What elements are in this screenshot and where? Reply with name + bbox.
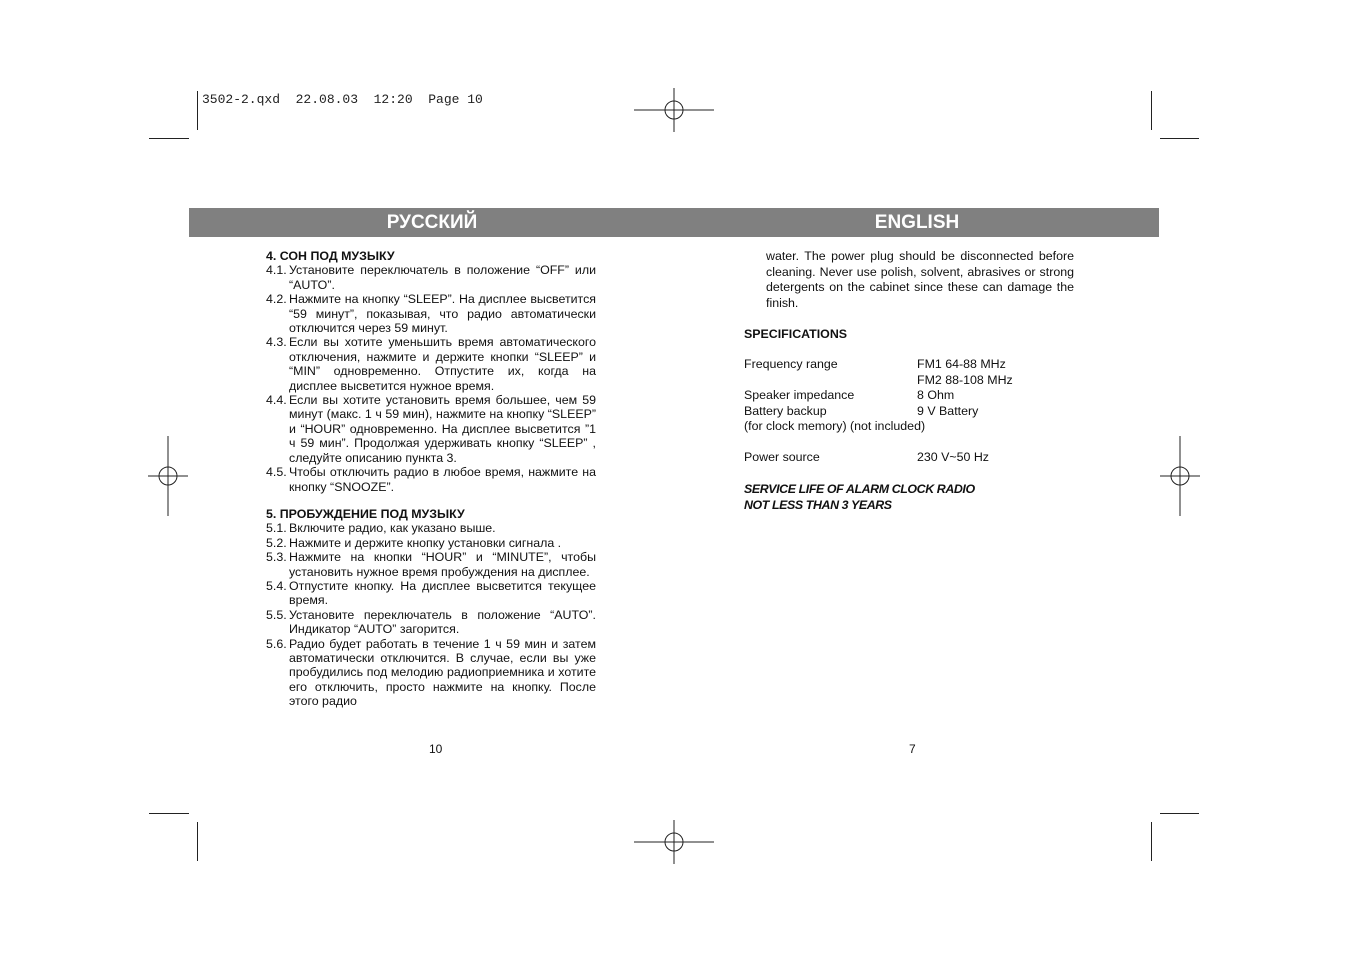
list-item [266, 393, 596, 465]
crop-mark [197, 91, 198, 130]
file-slug: 3502-2.qxd 22.08.03 12:20 Page 10 [202, 92, 483, 107]
header-russian [189, 208, 675, 237]
registration-mark-right [1160, 436, 1200, 516]
crop-mark [197, 822, 198, 861]
item-text: Нажмите на кнопку “SLEEP”. На дисплее высветится “59 минут”, показывая, что радио автоматически отключится через 59 минут. [289, 292, 596, 336]
english-column [744, 249, 1074, 513]
page-number-left: 10 [429, 742, 443, 756]
item-text: Установите переключатель в положение “OFF” или “AUTO”. [289, 263, 596, 292]
item-number: 4.4. [266, 393, 287, 408]
item-number: 4.3. [266, 335, 287, 350]
item-number: 5.4. [266, 578, 287, 593]
page-number-right: 7 [909, 742, 916, 756]
crop-mark [1151, 91, 1152, 130]
registration-mark-bottom [634, 820, 714, 864]
list-item [266, 637, 596, 709]
spec-key: Battery backup [744, 403, 827, 418]
spec-key: Frequency range [744, 357, 838, 372]
item-text: Отпустите кнопку. На дисплее высветится текущее время. [289, 578, 596, 608]
item-number: 4.2. [266, 292, 287, 307]
spec-key: (for clock memory) (not included) [744, 419, 926, 434]
crop-mark [149, 813, 189, 814]
list-item [266, 335, 596, 393]
item-text: Если вы хотите уменьшить время автоматического отключения, нажмите и держите кнопки “SLEEP” и “MIN” одновременно. Отпустите их, когда на дисплее высветится нужное время. [289, 335, 596, 393]
spec-value: 230 V~50 Hz [917, 450, 989, 465]
list-item [266, 521, 596, 535]
item-text: Установите переключатель в положение “AUTO”. Индикатор “AUTO” загорится. [289, 607, 596, 637]
russian-column [266, 249, 596, 709]
spec-key: Power source [744, 450, 820, 465]
spec-value: FM2 88-108 MHz [917, 372, 1013, 387]
intro-paragraph: water. The power plug should be disconnected before cleaning. Never use polish, solvent, abrasives or strong detergents on the cabinet since these can damage the finish. [766, 249, 1074, 310]
crop-mark [149, 138, 189, 139]
crop-mark [1151, 822, 1152, 861]
spec-key: Speaker impedance [744, 388, 855, 403]
section5-list [266, 521, 596, 708]
item-number: 5.3. [266, 550, 287, 565]
item-number: 5.6. [266, 636, 287, 651]
list-item [266, 579, 596, 608]
spec-row [744, 373, 1074, 389]
header-english [675, 208, 1159, 237]
section4-list [266, 263, 596, 494]
item-number: 5.5. [266, 607, 287, 622]
item-text: Чтобы отключить радио в любое время, нажмите на кнопку “SNOOZE”. [289, 465, 596, 494]
item-text: Если вы хотите установить время большее, чем 59 минут (макс. 1 ч 59 мин), нажмите на кнопку “SLEEP” и “HOUR” одновременно. На дисплее высветится ”1 ч 59 мин”. Продолжая удерживать кнопку “SLEEP” , следуйте описанию пункта 3. [289, 393, 596, 465]
service-life-line2: NOT LESS THAN 3 YEARS [744, 497, 892, 512]
list-item [266, 292, 596, 335]
spec-value: 9 V Battery [917, 403, 979, 418]
section-title: 4. СОН ПОД МУЗЫКУ [266, 249, 395, 263]
list-item [266, 608, 596, 637]
header-english-label: ENGLISH [874, 212, 960, 233]
service-life-line1: SERVICE LIFE OF ALARM CLOCK RADIO [744, 481, 975, 496]
header-russian-label: РУССКИЙ [386, 212, 478, 233]
crop-mark [1160, 813, 1199, 814]
list-item [266, 263, 596, 292]
item-text: Нажмите и держите кнопку установки сигнала . [289, 535, 562, 550]
item-number: 5.2. [266, 535, 287, 550]
spec-key [744, 435, 917, 451]
spec-row [744, 388, 1074, 404]
item-text: Радио будет работать в течение 1 ч 59 мин и затем автоматически отключится. В случае, если вы уже пробудились под мелодию радиоприемника и хотите его отключить, просто нажмите на кнопку. После этого радио [289, 636, 596, 709]
item-number: 5.1. [266, 521, 287, 536]
spec-table [744, 357, 1074, 466]
spec-title: SPECIFICATIONS [744, 327, 848, 341]
spec-row [744, 357, 1074, 373]
spec-key [744, 373, 917, 389]
list-item [266, 550, 596, 579]
item-number: 4.5. [266, 465, 287, 480]
spec-row [744, 419, 1074, 435]
section-title: 5. ПРОБУЖДЕНИЕ ПОД МУЗЫКУ [266, 506, 465, 521]
registration-mark-top [634, 88, 714, 132]
crop-mark [1160, 138, 1199, 139]
registration-mark-left [148, 436, 188, 516]
item-number: 4.1. [266, 263, 287, 278]
spec-row [744, 435, 1074, 451]
spec-row [744, 404, 1074, 420]
item-text: Нажмите на кнопки “HOUR” и “MINUTE”, чтобы установить нужное время пробуждения на дисплее. [289, 550, 596, 579]
list-item [266, 465, 596, 494]
spec-row [744, 450, 1074, 466]
item-text: Включите радио, как указано выше. [289, 521, 496, 536]
list-item [266, 536, 596, 550]
spec-value: FM1 64-88 MHz [917, 357, 1006, 372]
spec-value: 8 Ohm [917, 388, 955, 403]
